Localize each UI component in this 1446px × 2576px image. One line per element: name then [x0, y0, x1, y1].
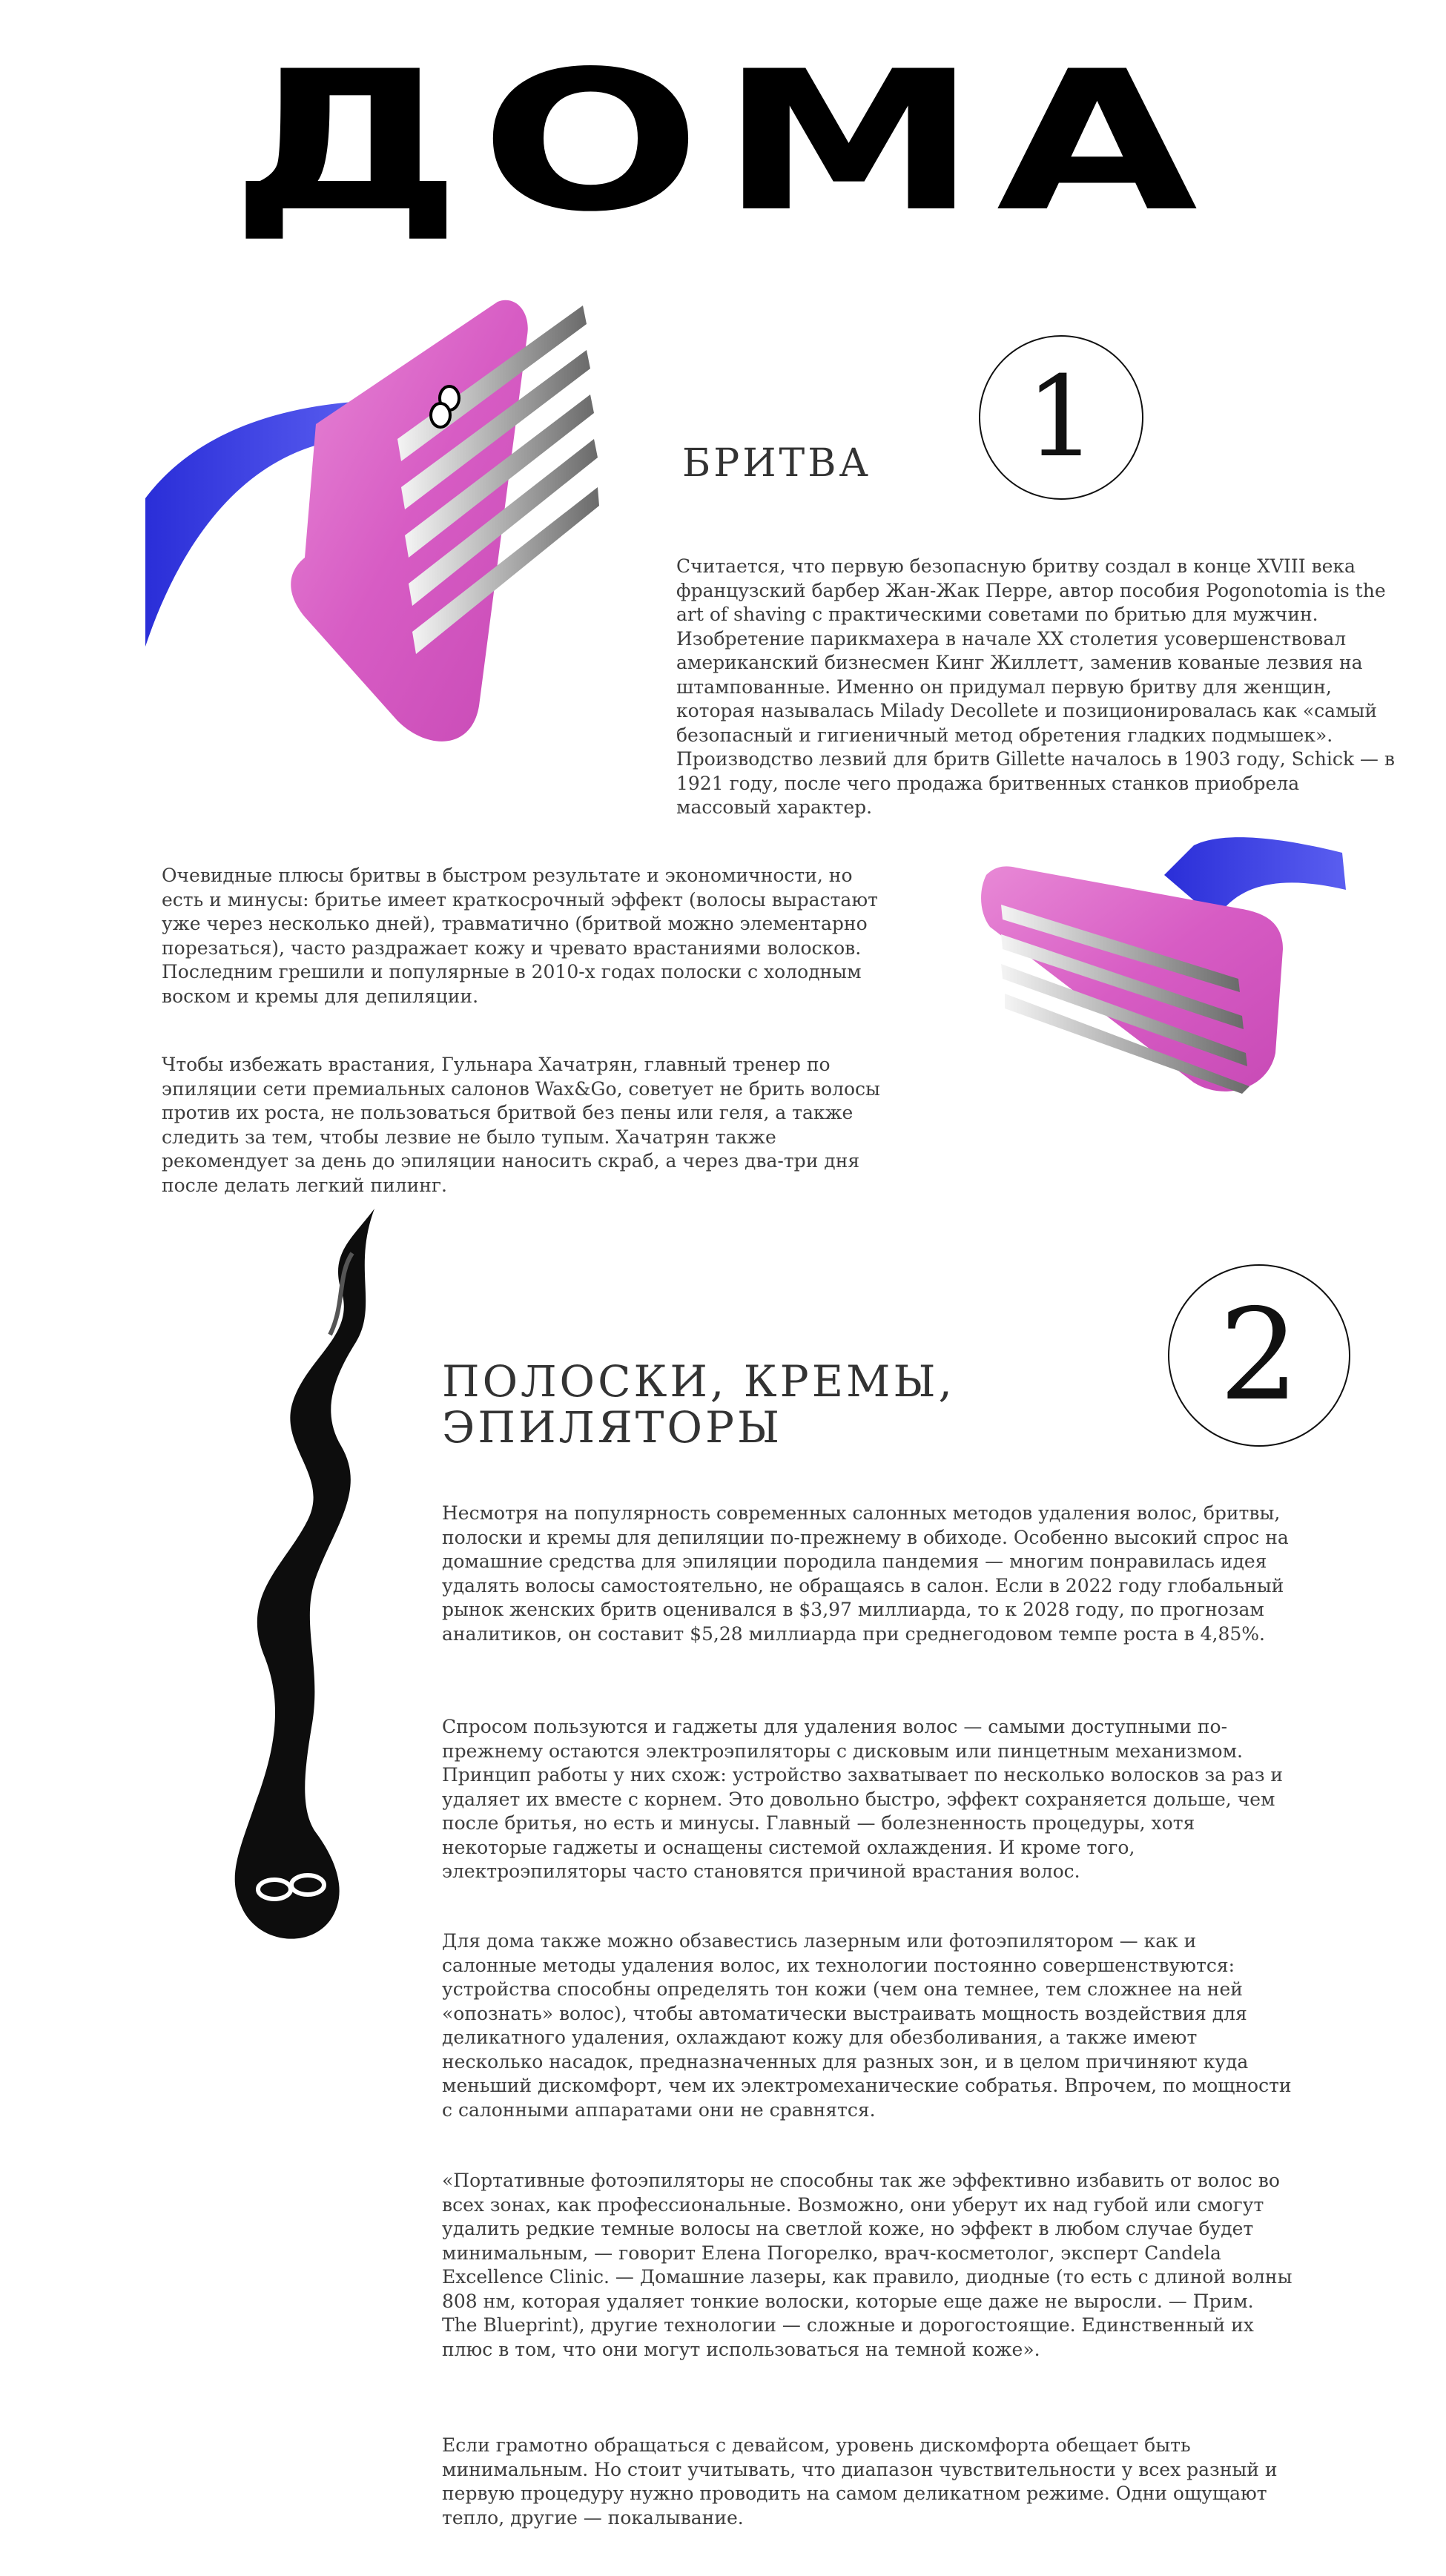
section-2-paragraph-1: Несмотря на популярность современных салонных методов удаления волос, бритвы, полоски и кремы для депиляции по-прежнему в обиходе. Особенно высокий спрос на домашние средства для эпиляции породила пандемия — многим понравилась идея удалять волосы самостоятельно, не обращаясь в салон. Если в 2022 году глобальный рынок женских бритв оценивался в $3,97 миллиарда, то к 2028 году, по прогнозам аналитиков, он составит $5,28 миллиарда при среднегодовом темпе роста в 4,85%. [442, 1502, 1289, 1645]
section-2-paragraph-3: Для дома также можно обзавестись лазерным или фотоэпилятором — как и салонные методы удаления волос, их технологии постоянно совершенствуются: устройства способны определять тон кожи (чем она темнее, тем сложнее на ней «опознать» волос), чтобы автоматически выстраивать мощность воздействия для деликатного удаления, охлаждают кожу для обезболивания, а также имеют несколько насадок, предназначенных для разных зон, и в целом причиняют куда меньший дискомфорт, чем их электромеханические собратья. Впрочем, по мощности с салонными аппаратами они не сравнятся. [442, 1930, 1292, 2121]
section-2-paragraph-2: Спросом пользуются и гаджеты для удаления волос — самыми доступными по-прежнему остаются электроэпиляторы с дисковым или пинцетным механизмом. Принцип работы у них схож: устройство захватывает по несколько волосков за раз и удаляет их вместе с корнем. Это довольно быстро, эффект сохраняется дольше, чем после бритья, но есть и минусы. Главный — болезненность процедуры, хотя некоторые гаджеты и оснащены системой охлаждения. И кроме того, электроэпиляторы часто становятся причиной врастания волос. [442, 1716, 1284, 1882]
section-2-heading-line-1: ПОЛОСКИ, КРЕМЫ, [442, 1356, 955, 1407]
wax-squiggle-illustration [182, 1209, 389, 1958]
razor-illustration-2 [971, 830, 1350, 1097]
razor-illustration-1 [145, 291, 620, 750]
section-1-paragraph-2: Очевидные плюсы бритвы в быстром результате и экономичности, но есть и минусы: бритье имеет краткосрочный эффект (волосы вырастают уже через несколько дней), травматично (бритвой можно элементарно порезаться), часто раздражает кожу и чревато врастаниями волосков. Последним грешили и популярные в 2010-х годах полоски с холодным воском и кремы для депиляции. [162, 865, 878, 1007]
section-2-paragraph-5: Если грамотно обращаться с девайсом, уровень дискомфорта обещает быть минимальным. Но стоит учитывать, что диапазон чувствительности у всех разный и первую процедуру нужно проводить на самом деликатном режиме. Одни ощущают тепло, другие — покалывание. [442, 2434, 1278, 2529]
section-1-heading: БРИТВА [682, 441, 871, 486]
page-title: ДОМА [230, 30, 1216, 254]
section-1-number: 1 [979, 335, 1143, 500]
section-1-paragraph-3: Чтобы избежать врастания, Гульнара Хачатрян, главный тренер по эпиляции сети премиальных салонов Wax&Go, советует не брить волосы против их роста, не пользоваться бритвой без пены или геля, а также следить за тем, чтобы лезвие не было тупым. Хачатрян также рекомендует за день до эпиляции наносить скраб, а через два-три дня после делать легкий пилинг. [162, 1054, 880, 1196]
section-2-number: 2 [1168, 1264, 1350, 1447]
section-2-heading-line-2: ЭПИЛЯТОРЫ [442, 1402, 783, 1453]
section-2-heading [442, 1356, 955, 1453]
section-2-paragraph-4: «Портативные фотоэпиляторы не способны так же эффективно избавить от волос во всех зонах, как профессиональные. Возможно, они уберут их над губой или смогут удалить редкие темные волосы на светлой коже, но эффект в любом случае будет минимальным, — говорит Елена Погорелко, врач-косметолог, эксперт Candela Excellence Clinic. — Домашние лазеры, как правило, диодные (то есть с длиной волны 808 нм, которая удаляет тонкие волоски, которые еще даже не выросли. — Прим. The Blueprint), другие технологии — сложные и дорогостоящие. Единственный их плюс в том, что они могут использоваться на темной коже». [442, 2170, 1293, 2360]
section-1-paragraph-1: Считается, что первую безопасную бритву создал в конце XVIII века французский барбер Жан-Жак Перре, автор пособия Pogonotomia is the art of shaving с практическими советами по бритью для мужчин. Изобретение парикмахера в начале XX столетия усовершенствовал американский бизнесмен Кинг Жиллетт, заменив кованые лезвия на штампованные. Именно он придумал первую бритву для женщин, которая называлась Milady Decollete и позиционировалась как «самый безопасный и гигиеничный метод обретения гладких подмышек». Производство лезвий для бритв Gillette началось в 1903 году, Schick — в 1921 году, после чего продажа бритвенных станков приобрела массовый характер. [676, 555, 1395, 818]
